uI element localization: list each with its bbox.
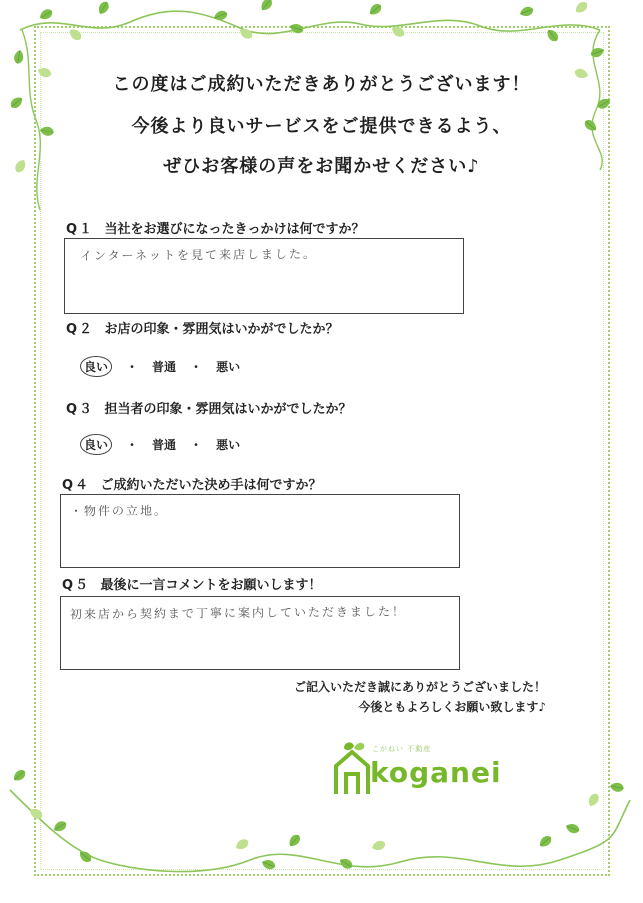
answer-4-handwriting: ・物件の立地。: [69, 503, 169, 519]
question-5-number: Q５: [62, 578, 91, 593]
question-3-number: Q３: [66, 402, 95, 417]
question-2-text: お店の印象・雰囲気はいかがでしたか？: [104, 322, 339, 337]
choice-2-bad[interactable]: 悪い: [216, 360, 241, 374]
choice-2-good-selected[interactable]: 良い: [80, 356, 112, 377]
header-line-2: 今後より良いサービスをご提供できるよう、: [131, 116, 512, 137]
question-5-text: 最後に一言コメントをお願いします！: [100, 578, 322, 593]
question-5: [62, 574, 322, 593]
question-2-choices: 良い ・ 普通 ・ 悪い: [84, 356, 240, 377]
question-4-text: ご成約いただいた決め手は何ですか？: [100, 478, 322, 493]
question-2-number: Q２: [66, 322, 95, 337]
header-line-1: この度はご成約いただきありがとうございます！: [112, 74, 531, 95]
question-1-number: Q１: [66, 222, 95, 237]
header-line-3: ぜひお客様の声をお聞かせください♪: [163, 156, 480, 177]
choice-3-bad[interactable]: 悪い: [216, 438, 241, 452]
closing-line-2: 今後ともよろしくお願い致します♪: [358, 700, 546, 714]
answer-5-handwriting: 初来店から契約まで丁寧に案内していただきました！: [69, 604, 407, 622]
question-3-choices: 良い ・ 普通 ・ 悪い: [84, 434, 240, 455]
question-1: [66, 218, 365, 237]
logo-wordmark: koganei: [370, 756, 502, 789]
question-3: [66, 398, 352, 417]
question-4: [62, 474, 322, 493]
question-2: [66, 318, 339, 337]
logo-tagline: こがねい 不動産: [372, 745, 432, 753]
closing-line-1: ご記入いただき誠にありがとうございました！: [293, 680, 546, 694]
choice-3-normal[interactable]: 普通: [152, 438, 177, 452]
choice-3-good-selected[interactable]: 良い: [80, 434, 112, 455]
koganei-logo: [330, 738, 520, 798]
question-3-text: 担当者の印象・雰囲気はいかがでしたか？: [104, 402, 352, 417]
question-4-number: Q４: [62, 478, 91, 493]
house-leaf-icon: [330, 740, 374, 796]
choice-2-normal[interactable]: 普通: [152, 360, 177, 374]
answer-1-handwriting: インターネットを見て来店しました。: [79, 246, 317, 264]
question-1-text: 当社をお選びになったきっかけは何ですか？: [104, 222, 365, 237]
